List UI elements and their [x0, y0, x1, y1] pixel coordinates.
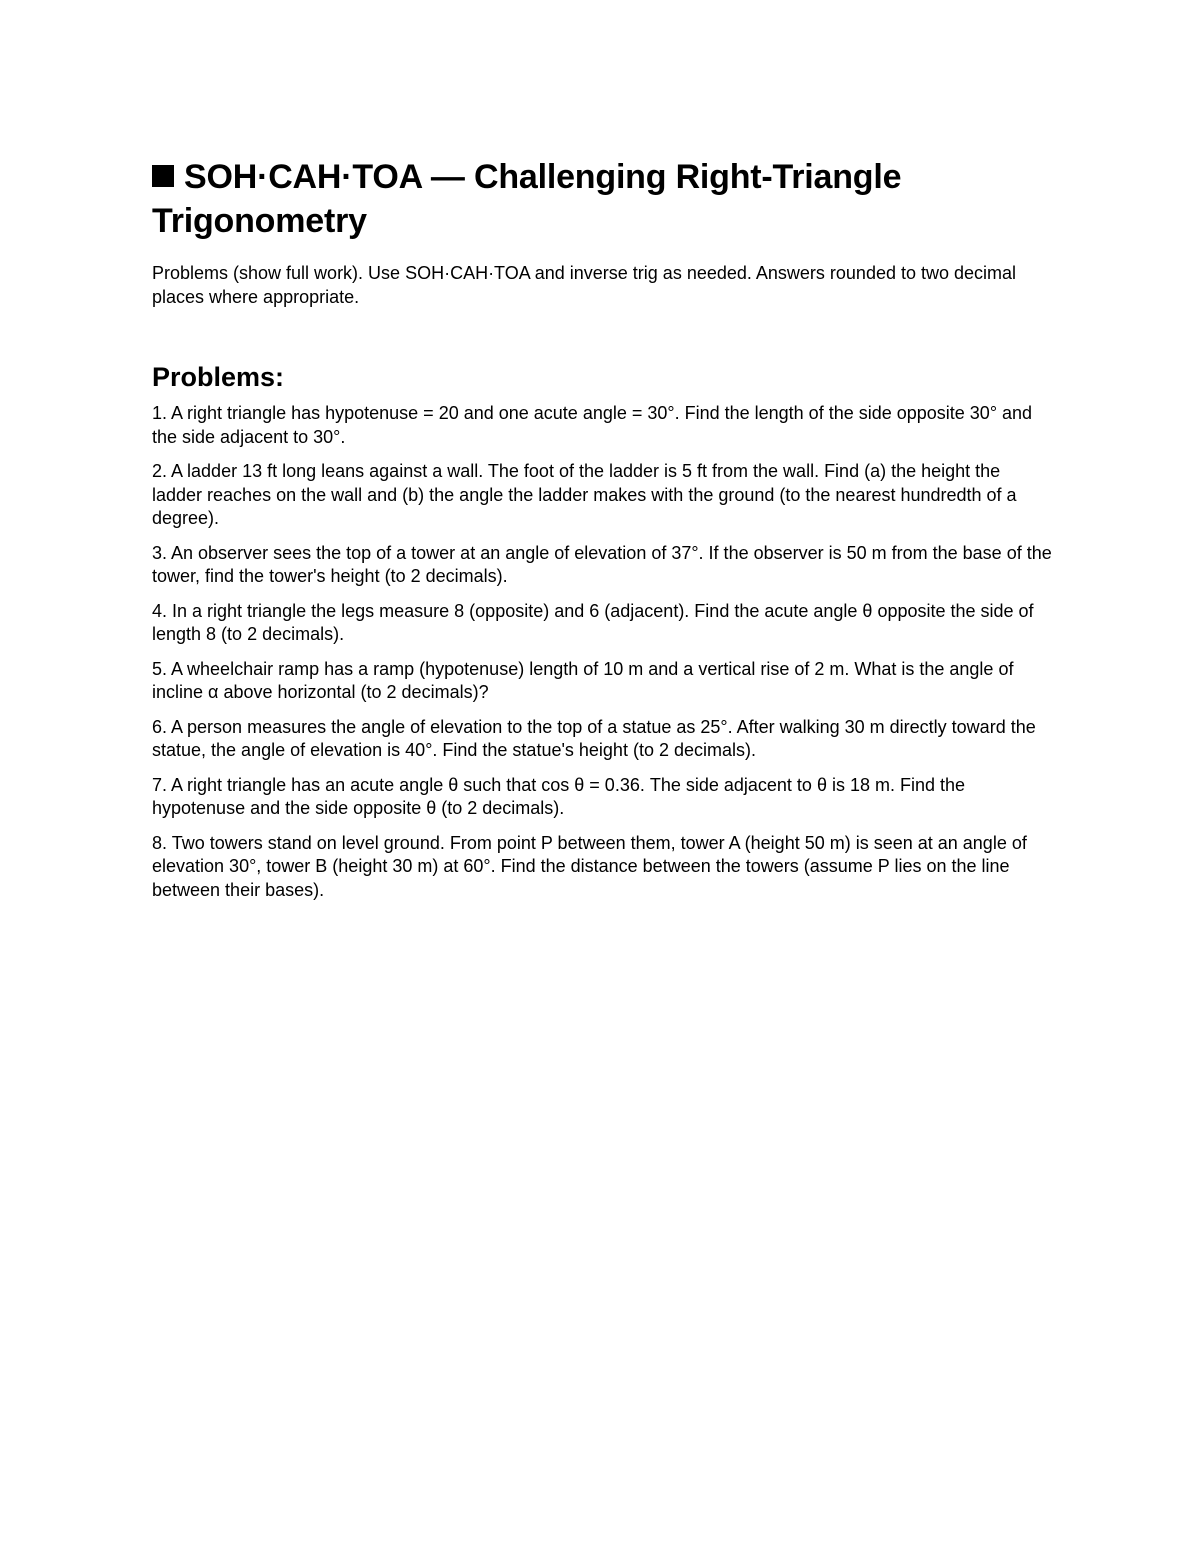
page-title-text: SOH·CAH·TOA — Challenging Right-Triangle Trigonometry: [152, 158, 902, 240]
document-page: [152, 155, 1052, 913]
problem-item: 1. A right triangle has hypotenuse = 20 and one acute angle = 30°. Find the length of the side opposite 30° and the side adjacent to 30°.: [152, 403, 1033, 447]
problem-item: 6. A person measures the angle of elevation to the top of a statue as 25°. After walking 30 m directly toward the statue, the angle of elevation is 40°. Find the statue's height (to 2 decimals).: [152, 716, 1036, 760]
problem-item: 4. In a right triangle the legs measure 8 (opposite) and 6 (adjacent). Find the acute angle θ opposite the side of length 8 (to 2 decimals).: [152, 600, 1034, 644]
problem-item: 7. A right triangle has an acute angle θ such that cos θ = 0.36. The side adjacent to θ is 18 m. Find the hypotenuse and the side opposite θ (to 2 decimals).: [152, 774, 966, 818]
problem-item: 5. A wheelchair ramp has a ramp (hypotenuse) length of 10 m and a vertical rise of 2 m. What is the angle of incline α above horizontal (to 2 decimals)?: [152, 658, 1014, 702]
intro-text: Problems (show full work). Use SOH·CAH·TOA and inverse trig as needed. Answers rounded to two decimal places where appropriate.: [152, 263, 1017, 307]
problem-list: [152, 402, 1052, 902]
page-title: [152, 155, 1052, 243]
black-square-icon: [152, 165, 174, 187]
section-heading: Problems:: [152, 362, 285, 392]
problem-item: 8. Two towers stand on level ground. From point P between them, tower A (height 50 m) is seen at an angle of elevation 30°, tower B (height 30 m) at 60°. Find the distance between the towers (assume P lies on the line between their bases).: [152, 832, 1027, 900]
problem-item: 2. A ladder 13 ft long leans against a wall. The foot of the ladder is 5 ft from the wall. Find (a) the height the ladder reaches on the wall and (b) the angle the ladder makes with the ground (to the nearest hundredth of a degree).: [152, 461, 1017, 528]
problem-item: 3. An observer sees the top of a tower at an angle of elevation of 37°. If the observer is 50 m from the base of the tower, find the tower's height (to 2 decimals).: [152, 542, 1052, 586]
